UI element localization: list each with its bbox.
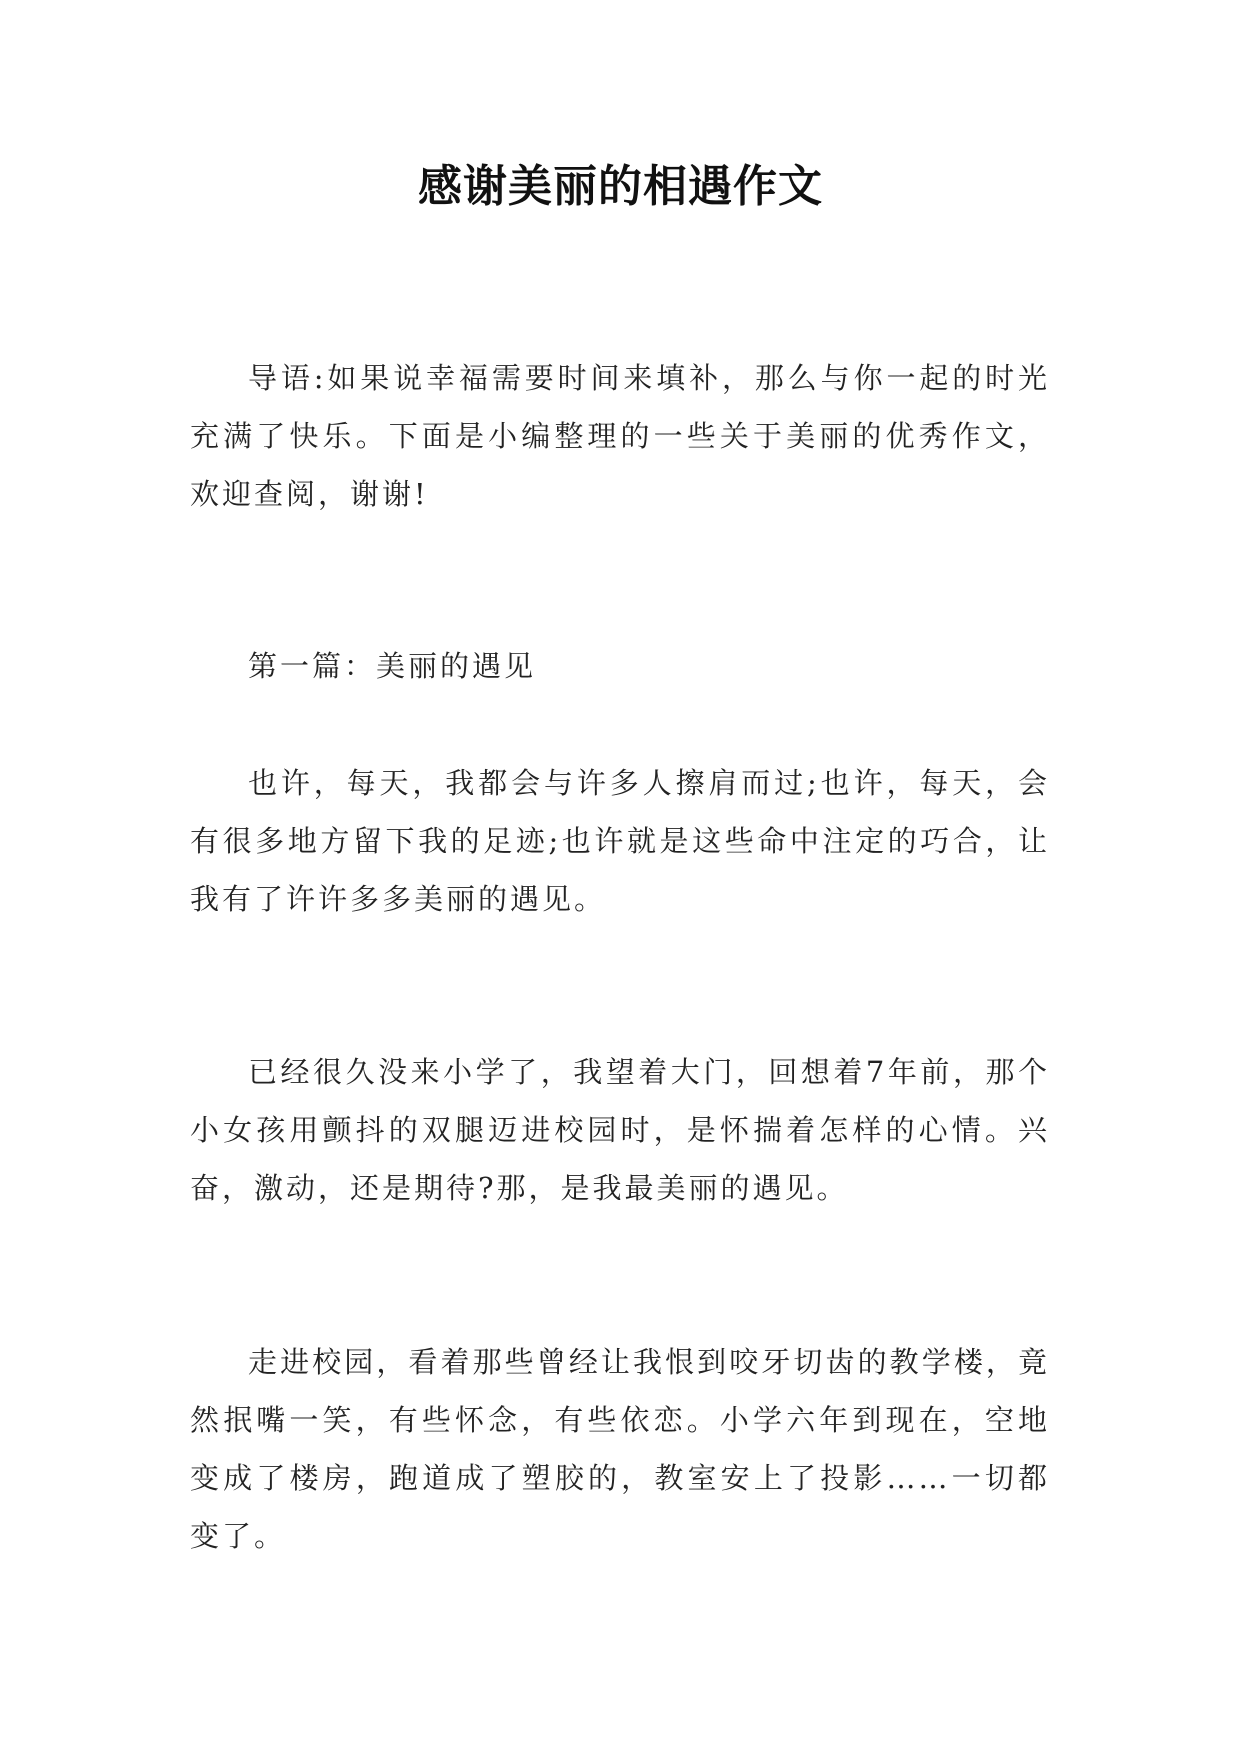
body-paragraph: 走进校园，看着那些曾经让我恨到咬牙切齿的教学楼，竟然抿嘴一笑，有些怀念，有些依恋。小学六年到现在，空地变成了楼房，跑道成了塑胶的，教室安上了投影……一切都变了。: [190, 1345, 1050, 1553]
intro-paragraph: 导语:如果说幸福需要时间来填补，那么与你一起的时光充满了快乐。下面是小编整理的一些关于美丽的优秀作文，欢迎查阅，谢谢!: [190, 361, 1050, 511]
document-title: 感谢美丽的相遇作文: [418, 161, 823, 212]
body-paragraph: 也许，每天，我都会与许多人擦肩而过;也许，每天，会有很多地方留下我的足迹;也许就是这些命中注定的巧合，让我有了许许多多美丽的遇见。: [190, 766, 1050, 916]
section-heading: 第一篇：美丽的遇见: [248, 649, 537, 683]
body-paragraph: 已经很久没来小学了，我望着大门，回想着7年前，那个小女孩用颤抖的双腿迈进校园时，是怀揣着怎样的心情。兴奋，激动，还是期待?那，是我最美丽的遇见。: [190, 1055, 1050, 1205]
